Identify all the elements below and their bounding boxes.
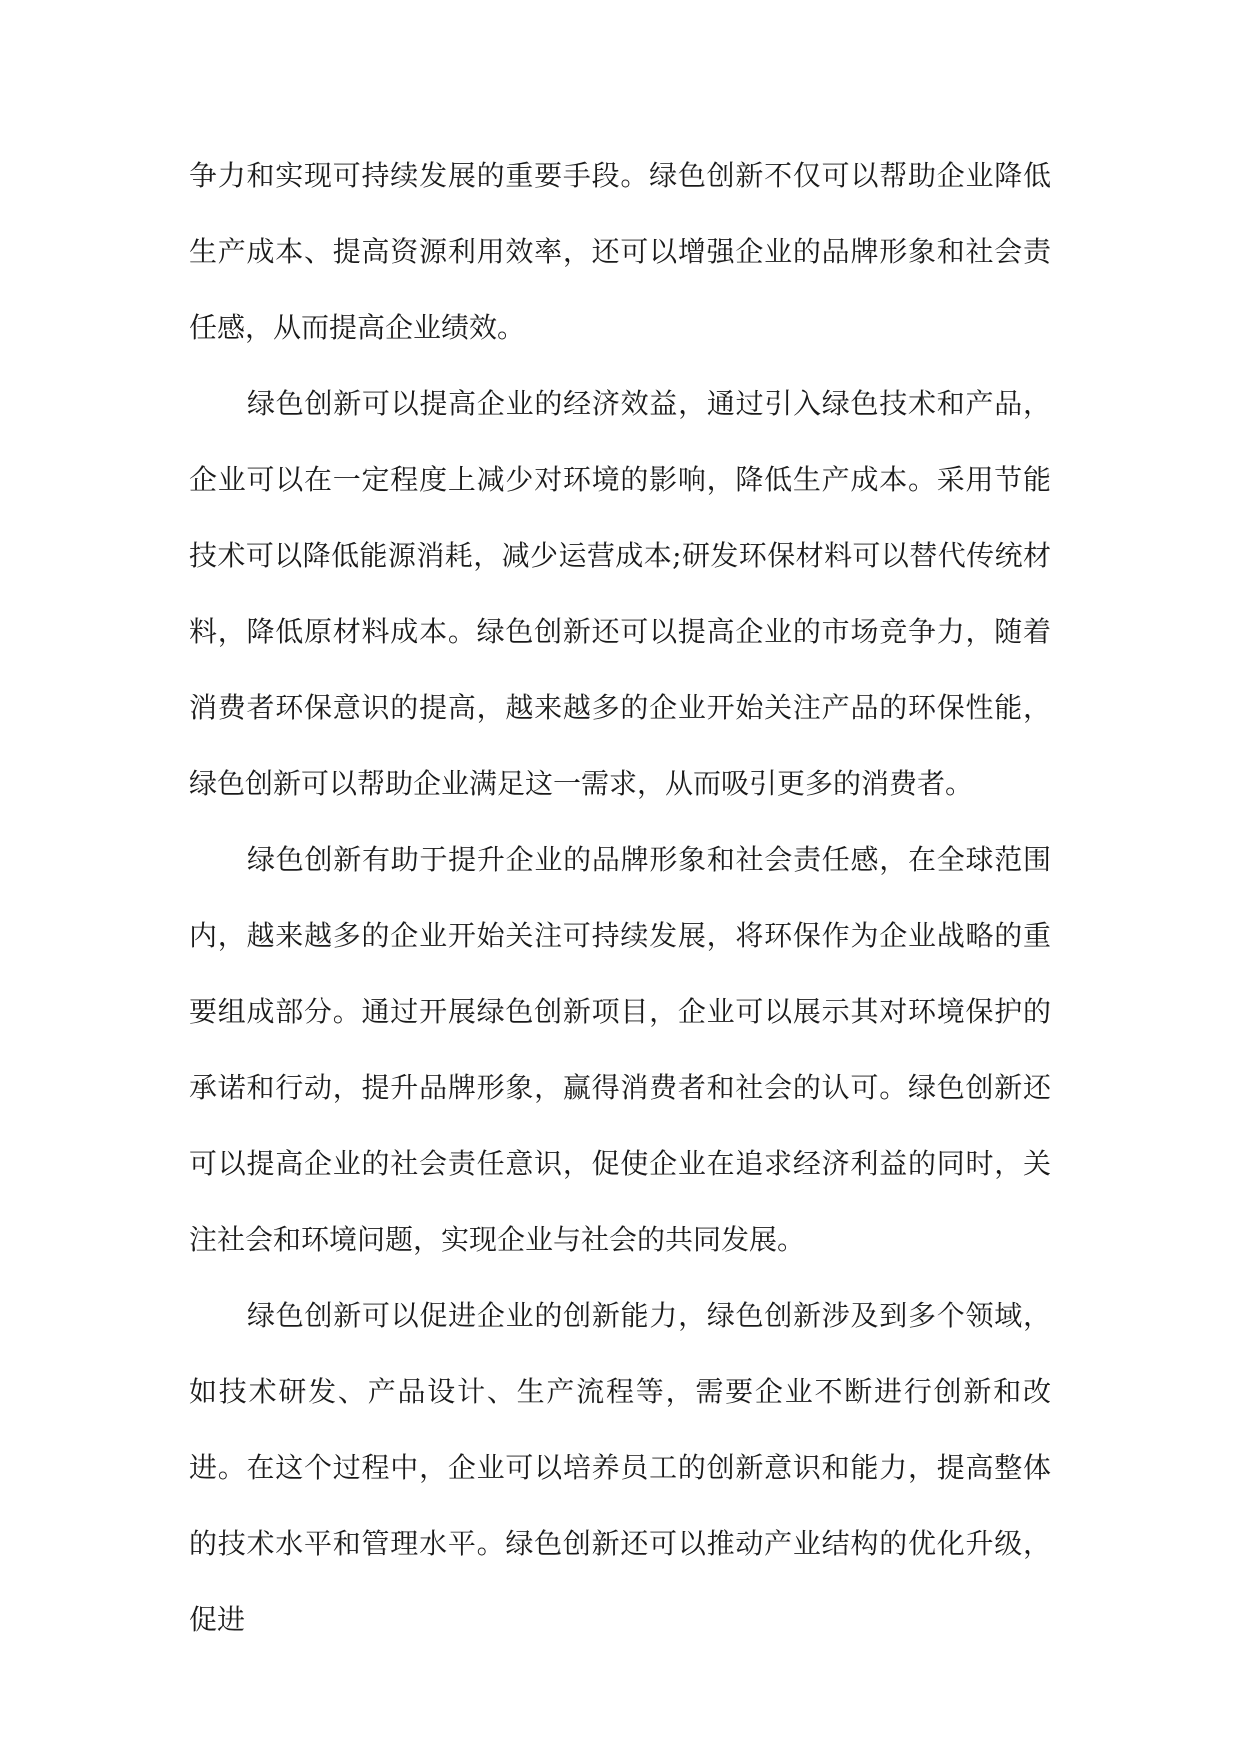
paragraph-continuation: 争力和实现可持续发展的重要手段。绿色创新不仅可以帮助企业降低生产成本、提高资源利用效率，还可以增强企业的品牌形象和社会责任感，从而提高企业绩效。 — [189, 159, 1051, 344]
paragraph-innovation-capability: 绿色创新可以促进企业的创新能力，绿色创新涉及到多个领域，如技术研发、产品设计、生产流程等，需要企业不断进行创新和改进。在这个过程中，企业可以培养员工的创新意识和能力，提高整体的技术水平和管理水平。绿色创新还可以推动产业结构的优化升级，促进 — [189, 1299, 1051, 1636]
document-body — [189, 138, 1051, 1658]
paragraph-brand-image: 绿色创新有助于提升企业的品牌形象和社会责任感，在全球范围内，越来越多的企业开始关注可持续发展，将环保作为企业战略的重要组成部分。通过开展绿色创新项目，企业可以展示其对环境保护的承诺和行动，提升品牌形象，赢得消费者和社会的认可。绿色创新还可以提高企业的社会责任意识，促使企业在追求经济利益的同时，关注社会和环境问题，实现企业与社会的共同发展。 — [189, 843, 1051, 1256]
paragraph-economic-benefits: 绿色创新可以提高企业的经济效益，通过引入绿色技术和产品，企业可以在一定程度上减少对环境的影响，降低生产成本。采用节能技术可以降低能源消耗，减少运营成本;研发环保材料可以替代传统材料，降低原材料成本。绿色创新还可以提高企业的市场竞争力，随着消费者环保意识的提高，越来越多的企业开始关注产品的环保性能，绿色创新可以帮助企业满足这一需求，从而吸引更多的消费者。 — [189, 387, 1051, 800]
